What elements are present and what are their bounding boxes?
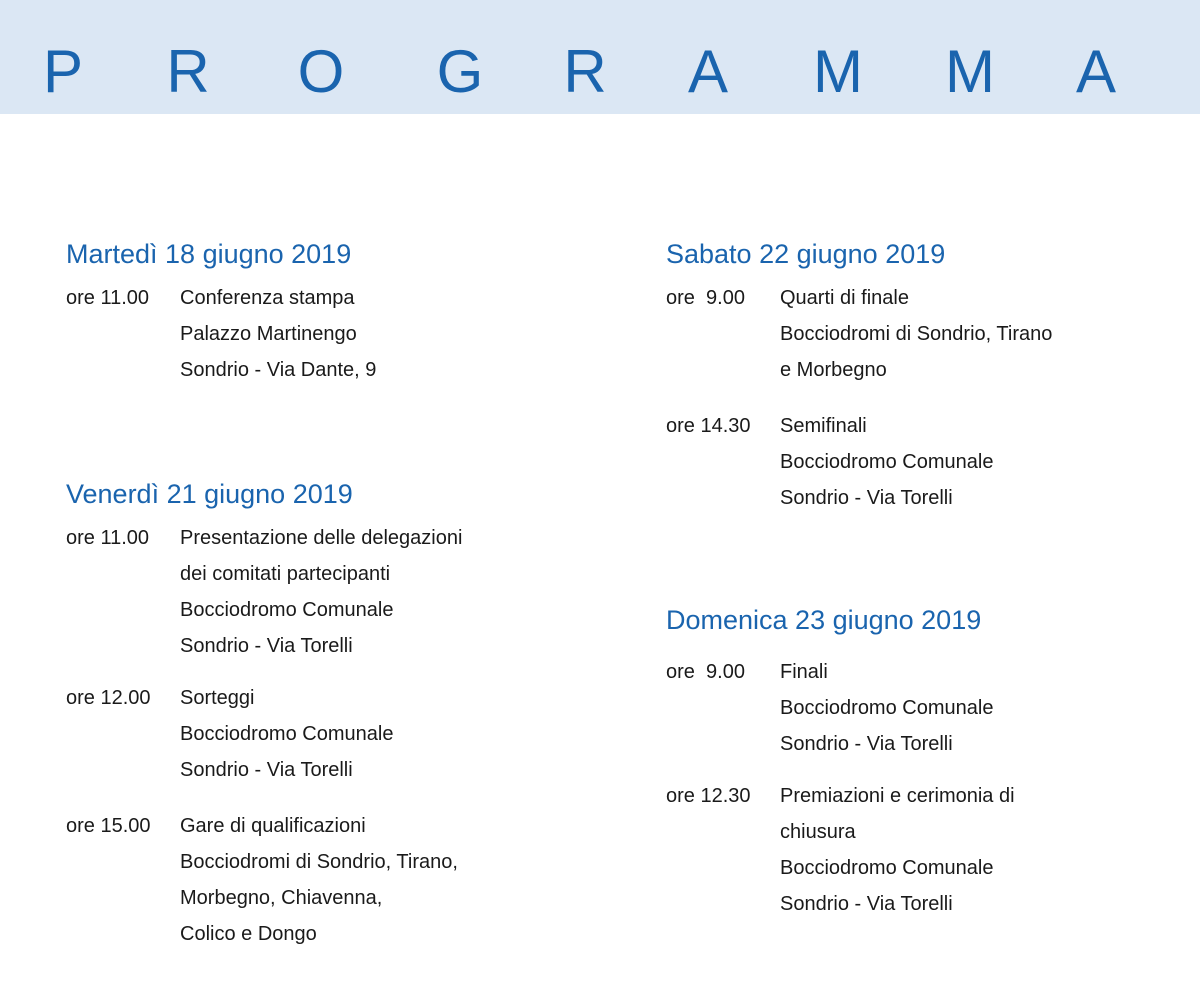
day-block bbox=[666, 236, 1166, 516]
event-lines bbox=[780, 280, 1052, 388]
event-line: Bocciodromo Comunale bbox=[180, 723, 394, 745]
title-letter: R bbox=[166, 38, 210, 105]
event-line: Sondrio - Via Torelli bbox=[180, 635, 353, 657]
title-letter: G bbox=[436, 38, 484, 105]
event-lines bbox=[180, 808, 458, 952]
event-line: Gare di qualificazioni bbox=[180, 815, 366, 837]
event-line: Bocciodromo Comunale bbox=[780, 451, 994, 473]
event-line: Sorteggi bbox=[180, 687, 255, 709]
day-heading: Sabato 22 giugno 2019 bbox=[666, 239, 946, 269]
event-line: Bocciodromo Comunale bbox=[180, 599, 394, 621]
event-line: e Morbegno bbox=[780, 359, 887, 381]
event-time: ore 15.00 bbox=[66, 815, 151, 837]
event-time: ore 12.00 bbox=[66, 687, 151, 709]
day-block bbox=[66, 476, 586, 952]
event-line: Morbegno, Chiavenna, bbox=[180, 887, 383, 909]
event-line: Bocciodromo Comunale bbox=[780, 857, 994, 879]
day-heading: Martedì 18 giugno 2019 bbox=[66, 239, 352, 269]
event-lines bbox=[180, 280, 376, 388]
title-letter: A bbox=[1075, 38, 1117, 105]
event-time: ore 14.30 bbox=[666, 415, 751, 437]
schedule-left-column bbox=[66, 236, 586, 952]
event-item bbox=[666, 280, 1166, 388]
event-line: Sondrio - Via Torelli bbox=[780, 733, 953, 755]
event-item bbox=[666, 654, 1166, 762]
event-item bbox=[66, 680, 586, 788]
event-line: chiusura bbox=[780, 821, 856, 843]
event-line: Sondrio - Via Dante, 9 bbox=[180, 359, 377, 381]
event-line: Palazzo Martinengo bbox=[180, 323, 357, 345]
event-line: Presentazione delle delegazioni bbox=[180, 527, 463, 549]
event-line: Finali bbox=[780, 661, 828, 683]
event-item bbox=[66, 520, 586, 664]
event-line: Colico e Dongo bbox=[180, 923, 317, 945]
title-letter: O bbox=[297, 38, 345, 105]
event-line: Bocciodromo Comunale bbox=[780, 697, 994, 719]
event-item bbox=[666, 408, 1166, 516]
event-line: Premiazioni e cerimonia di bbox=[780, 785, 1015, 807]
event-line: Sondrio - Via Torelli bbox=[780, 487, 953, 509]
event-lines bbox=[780, 654, 993, 762]
event-line: Sondrio - Via Torelli bbox=[180, 759, 353, 781]
event-line: Quarti di finale bbox=[780, 287, 909, 309]
event-line: Semifinali bbox=[780, 415, 867, 437]
event-line: Bocciodromi di Sondrio, Tirano, bbox=[180, 851, 458, 873]
event-lines bbox=[780, 408, 993, 516]
day-block bbox=[666, 602, 1166, 922]
event-item bbox=[66, 808, 586, 952]
title-letter: A bbox=[687, 38, 729, 105]
event-line: Sondrio - Via Torelli bbox=[780, 893, 953, 915]
schedule-right-column bbox=[666, 236, 1166, 922]
title-letter: M bbox=[945, 38, 995, 105]
title-letter: M bbox=[813, 38, 863, 105]
event-lines bbox=[180, 520, 462, 664]
header-band bbox=[0, 0, 1200, 114]
event-line: Bocciodromi di Sondrio, Tirano bbox=[780, 323, 1053, 345]
event-lines bbox=[180, 680, 393, 788]
event-line: Conferenza stampa bbox=[180, 287, 355, 309]
event-item bbox=[66, 280, 586, 388]
event-time: ore 9.00 bbox=[666, 661, 745, 683]
title-letter: R bbox=[563, 38, 607, 105]
day-heading: Venerdì 21 giugno 2019 bbox=[66, 479, 353, 509]
event-time: ore 9.00 bbox=[666, 287, 745, 309]
event-line: dei comitati partecipanti bbox=[180, 563, 391, 585]
event-time: ore 11.00 bbox=[66, 287, 150, 309]
day-heading: Domenica 23 giugno 2019 bbox=[666, 605, 982, 635]
event-lines bbox=[780, 778, 1015, 922]
title-letter: P bbox=[42, 38, 84, 105]
day-block bbox=[66, 236, 586, 388]
event-time: ore 12.30 bbox=[666, 785, 751, 807]
event-item bbox=[666, 778, 1166, 922]
event-time: ore 11.00 bbox=[66, 527, 150, 549]
